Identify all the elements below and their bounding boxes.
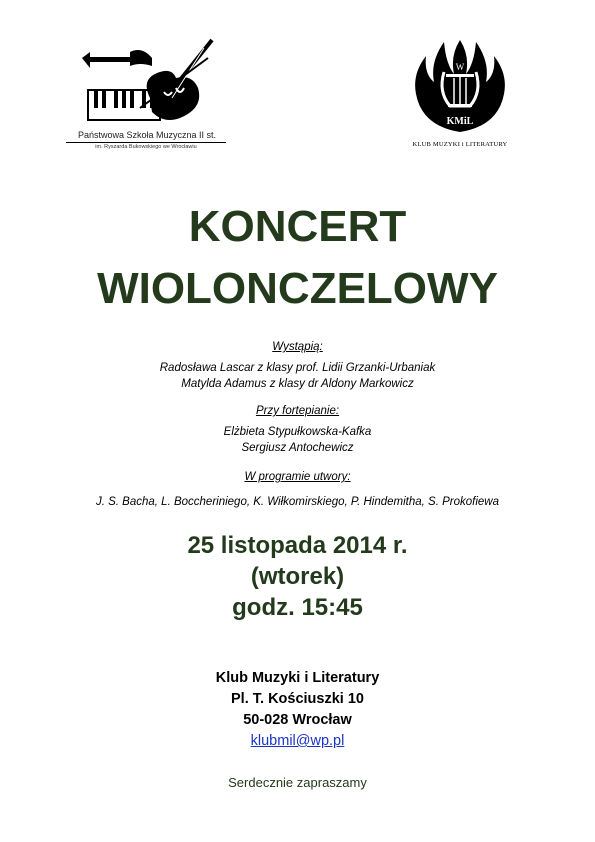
performer-line: Matylda Adamus z klasy dr Aldony Markowicz — [181, 378, 414, 390]
piano-heading: Przy fortepianie: — [255, 405, 340, 417]
title-line-2: WIOLONCZELOWY — [97, 264, 498, 313]
school-subtitle: im. Ryszarda Bukowskiego we Wrocławiu — [95, 144, 197, 150]
venue-block — [0, 668, 595, 752]
venue-name: Klub Muzyki i Literatury — [215, 670, 380, 686]
divider — [66, 142, 226, 143]
performer-line: Radosława Lascar z klasy prof. Lidii Grzanki-Urbaniak — [159, 362, 436, 374]
piano-section — [0, 403, 595, 456]
logo-letter-w: W — [455, 62, 465, 72]
instruments-icon — [80, 38, 215, 124]
school-name: Państwowa Szkoła Muzyczna II st. — [77, 130, 217, 140]
pianist-line: Sergiusz Antochewicz — [241, 442, 354, 454]
club-caption: KLUB MUZYKI i LITERATURY — [412, 141, 508, 148]
venue-city: 50-028 Wrocław — [243, 712, 352, 728]
lyre-flame-icon — [410, 34, 510, 138]
email-link[interactable]: klubmil@wp.pl — [250, 733, 345, 749]
program-text: J. S. Bacha, L. Boccheriniego, K. Wiłkomirskiego, P. Hindemitha, S. Prokofiewa — [95, 496, 499, 508]
performers-section — [0, 339, 595, 392]
logo-letters: KMiL — [446, 116, 474, 127]
program-section — [0, 469, 595, 510]
closing-text: Serdecznie zapraszamy — [228, 775, 367, 790]
concert-title — [0, 196, 595, 320]
pianist-line: Elżbieta Stypułkowska-Kafka — [223, 426, 372, 438]
event-weekday: (wtorek) — [250, 563, 345, 590]
event-date: 25 listopada 2014 r. — [187, 532, 408, 559]
program-heading: W programie utwory: — [244, 471, 351, 483]
venue-street: Pl. T. Kościuszki 10 — [231, 691, 364, 707]
club-logo — [404, 34, 516, 154]
event-date-block — [0, 530, 595, 623]
title-line-1: KONCERT — [188, 202, 407, 251]
school-logo — [66, 38, 226, 158]
event-time: godz. 15:45 — [232, 594, 363, 621]
performers-heading: Wystąpią: — [272, 341, 323, 353]
